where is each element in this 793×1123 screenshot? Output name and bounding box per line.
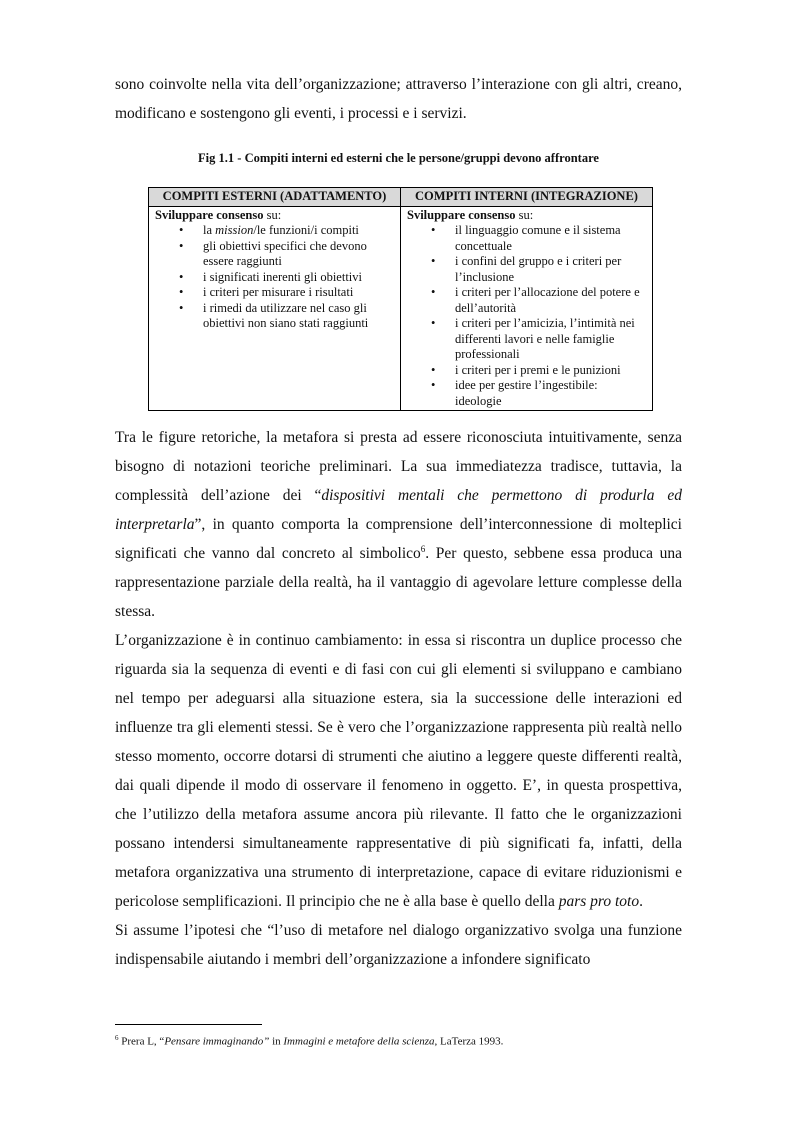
paragraph-ipotesi: Si assume l’ipotesi che “l’uso di metafore nel dialogo organizzativo svolga una funzione indispensabile aiutando i membri dell’organizzazione a infondere significato — [115, 922, 682, 968]
col-header-internal: COMPITI INTERNI (INTEGRAZIONE) — [401, 188, 653, 207]
bullet-icon: • — [179, 238, 184, 253]
bullet-icon: • — [431, 223, 436, 237]
bullet-icon: • — [179, 269, 184, 284]
internal-task-item: • i criteri per l’allocazione del potere e dell’autorità — [431, 285, 640, 315]
bullet-icon: • — [431, 362, 436, 377]
internal-task-item: • i criteri per l’amicizia, l’intimità nei differenti lavori e nelle famiglie professionali — [431, 316, 635, 361]
internal-tasks-list — [407, 223, 646, 409]
external-tasks-list — [155, 223, 394, 332]
footnote-ref: 6 — [420, 543, 426, 554]
internal-lead: Sviluppare consenso su: — [407, 207, 534, 222]
paragraph-organizzazione: L’organizzazione è in continuo cambiamento: in essa si riscontra un duplice processo che riguarda sia la sequenza di eventi e di fasi con cui gli elementi si sviluppano e cambiano nel tempo per adeguarsi alla situazione estera, sia la successione delle interazioni ed influenze tra gli elementi stessi. Se è vero che l’organizzazione rappresenta più realtà nello stesso momento, occorre dotarsi di strumenti che aiutino a leggere queste differenti realtà, dai quali dipende il modo di osservare il fenomeno in oggetto. E’, in questa prospettiva, che l’utilizzo della metafora assume ancora più rilevante. Il fatto che le organizzazioni possano intendersi simultaneamente rappresentative di più significati fa, infatti, della metafora organizzativa una strumento di interpretazione, capace di evitare riduzionismi e pericolose semplificazioni. Il principio che ne è alla base è quello della pars pro toto. — [115, 632, 682, 910]
footnote: $^6$ Prera L, “Pensare immaginando” in Immagini e metafore della scienza, LaTerza 1993. — [115, 1034, 504, 1048]
external-lead: Sviluppare consenso su: — [155, 207, 282, 222]
tasks-table — [148, 187, 653, 411]
internal-task-item: • idee per gestire l’ingestibile: ideologie — [431, 378, 598, 408]
bullet-icon: • — [179, 300, 184, 315]
bullet-icon: • — [431, 254, 436, 268]
external-task-item: • gli obiettivi specifici che devono essere raggiunti — [179, 238, 367, 268]
bullet-icon: • — [431, 378, 436, 392]
external-tasks-cell — [149, 206, 401, 411]
figure-caption: Fig 1.1 - Compiti interni ed esterni che le persone/gruppi devono affrontare — [198, 151, 599, 165]
internal-task-item: • i confini del gruppo e i criteri per l’inclusione — [431, 254, 622, 284]
internal-task-item: • i criteri per i premi e le punizioni — [431, 362, 621, 377]
internal-tasks-cell — [401, 206, 653, 411]
page-body — [115, 70, 682, 974]
intro-paragraph: sono coinvolte nella vita dell’organizzazione; attraverso l’interazione con gli altri, creano, modificano e sostengono gli eventi, i processi e i servizi. — [115, 76, 682, 122]
paragraph-metafora: Tra le figure retoriche, la metafora si presta ad essere riconosciuta intuitivamente, senza bisogno di notazioni teoriche preliminari. La sua immediatezza tradisce, tuttavia, la complessità dell’azione dei “dispositivi mentali che permettono di produrla ed interpretarla”, in quanto comporta la comprensione dell’interconnessione di molteplici significati che vanno dal concreto al simbolico$^6$. Per questo, sebbene essa produca una rappresentazione parziale della realtà, ha il vantaggio di agevolare letture complesse della stessa. — [115, 429, 682, 620]
footnote-divider — [115, 1024, 262, 1025]
external-task-item: • i significati inerenti gli obiettivi — [179, 269, 362, 284]
bullet-icon: • — [431, 316, 436, 330]
bullet-icon: • — [431, 285, 436, 299]
external-task-item: • i criteri per misurare i risultati — [179, 285, 354, 299]
bullet-icon: • — [179, 223, 184, 237]
external-task-item: • i rimedi da utilizzare nel caso gli obiettivi non siano stati raggiunti — [179, 300, 369, 330]
internal-task-item: • il linguaggio comune e il sistema concettuale — [431, 223, 621, 253]
bullet-icon: • — [179, 285, 184, 299]
col-header-external: COMPITI ESTERNI (ADATTAMENTO) — [149, 188, 401, 207]
external-task-item: • la mission/le funzioni/i compiti — [179, 223, 359, 237]
